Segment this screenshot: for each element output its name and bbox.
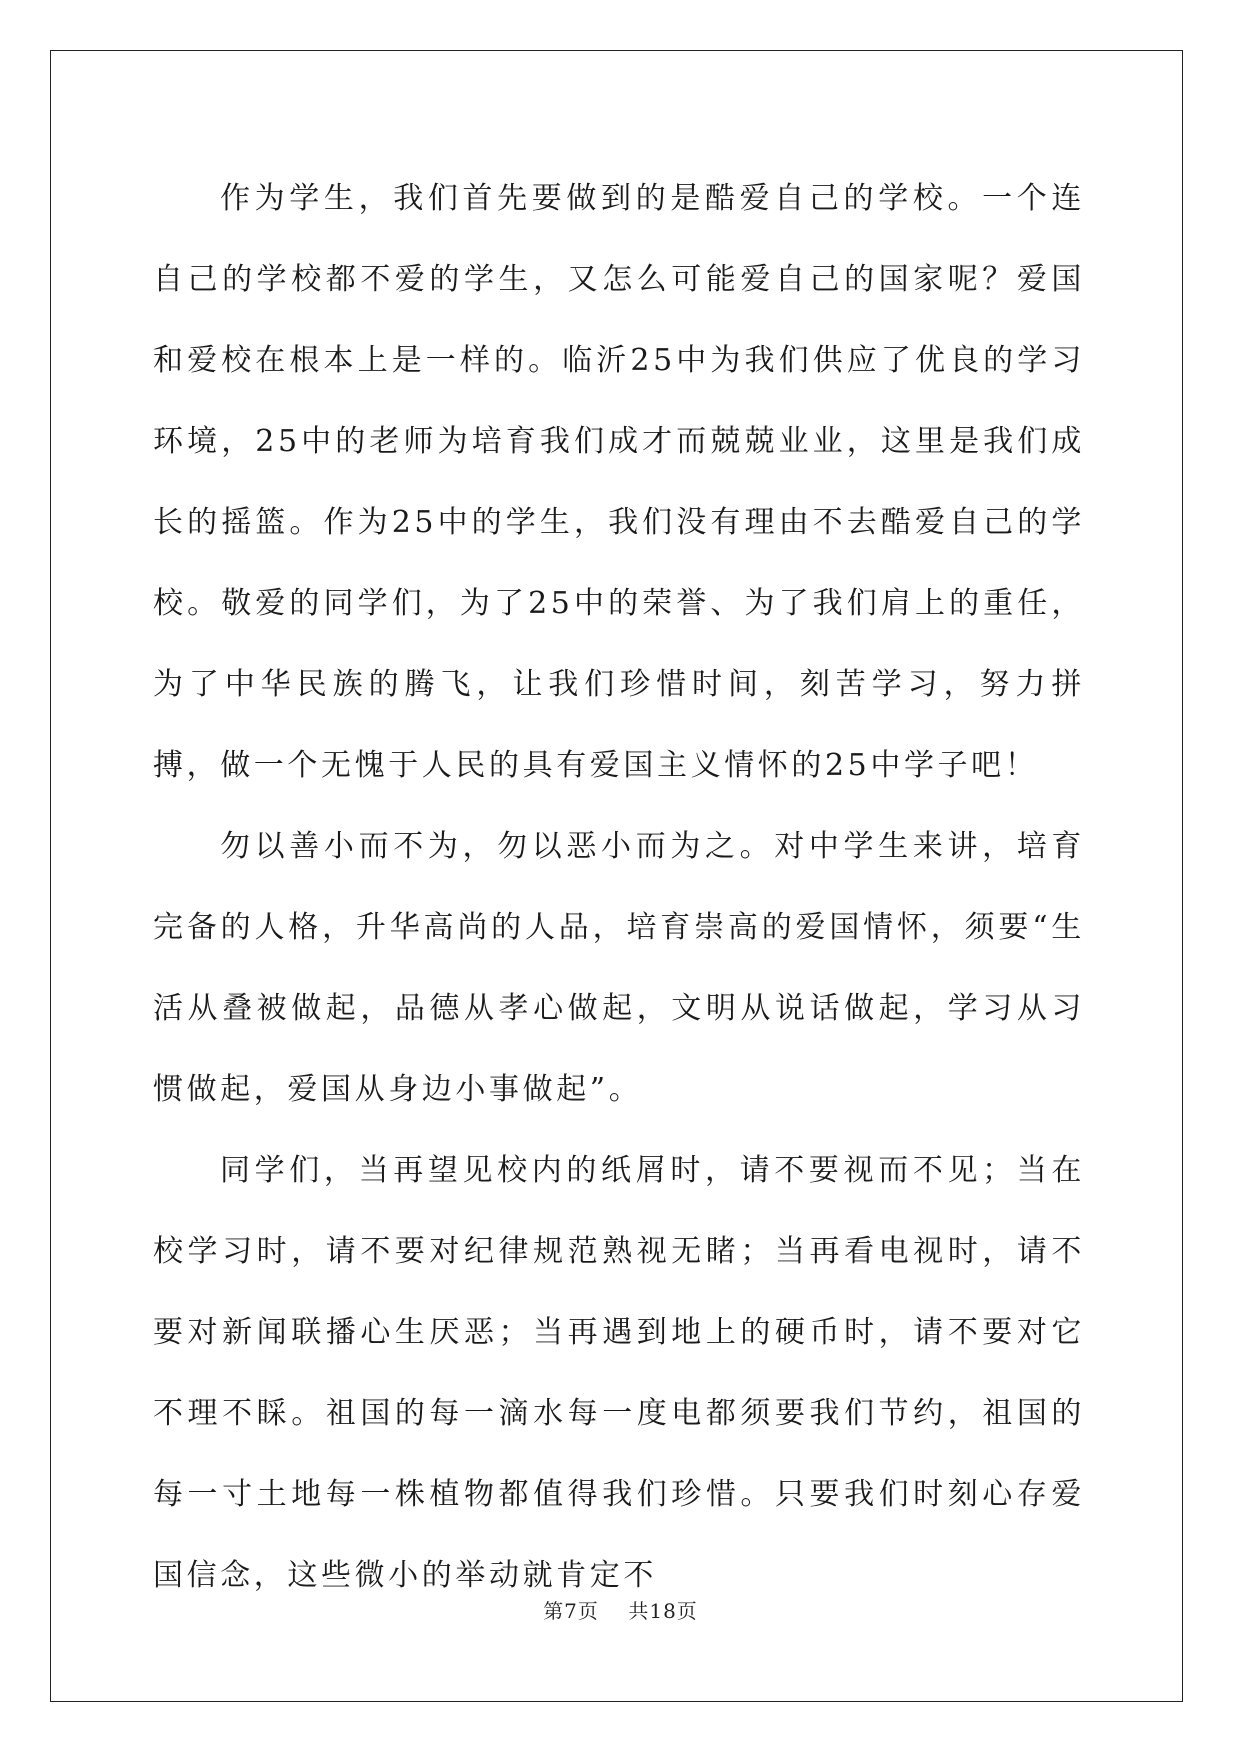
- paragraph-2: 勿以善小而不为，勿以恶小而为之。对中学生来讲，培育完备的人格，升华高尚的人品，培育崇高的爱国情怀，须要“生活从叠被做起，品德从孝心做起，文明从说话做起，学习从习惯做起，爱国从身边小事做起”。: [153, 829, 1085, 1107]
- paragraph-3: 同学们，当再望见校内的纸屑时，请不要视而不见；当在校学习时，请不要对纪律规范熟视无睹；当再看电视时，请不要对新闻联播心生厌恶；当再遇到地上的硬币时，请不要对它不理不睬。祖国的每一滴水每一度电都须要我们节约，祖国的每一寸土地每一株植物都值得我们珍惜。只要我们时刻心存爱国信念，这些微小的举动就肯定不: [153, 1153, 1085, 1593]
- page-footer: [0, 1595, 1241, 1624]
- paragraph-1: 作为学生，我们首先要做到的是酷爱自己的学校。一个连自己的学校都不爱的学生，又怎么可能爱自己的国家呢？爱国和爱校在根本上是一样的。临沂25中为我们供应了优良的学习环境，25中的老师为培育我们成才而兢兢业业，这里是我们成长的摇篮。作为25中的学生，我们没有理由不去酷爱自己的学校。敬爱的同学们，为了25中的荣誉、为了我们肩上的重任，为了中华民族的腾飞，让我们珍惜时间，刻苦学习，努力拼搏，做一个无愧于人民的具有爱国主义情怀的25中学子吧！: [153, 181, 1085, 783]
- page-number: 第7页: [543, 1599, 599, 1623]
- document-body: [153, 158, 1085, 1616]
- page-total: 共18页: [628, 1599, 698, 1623]
